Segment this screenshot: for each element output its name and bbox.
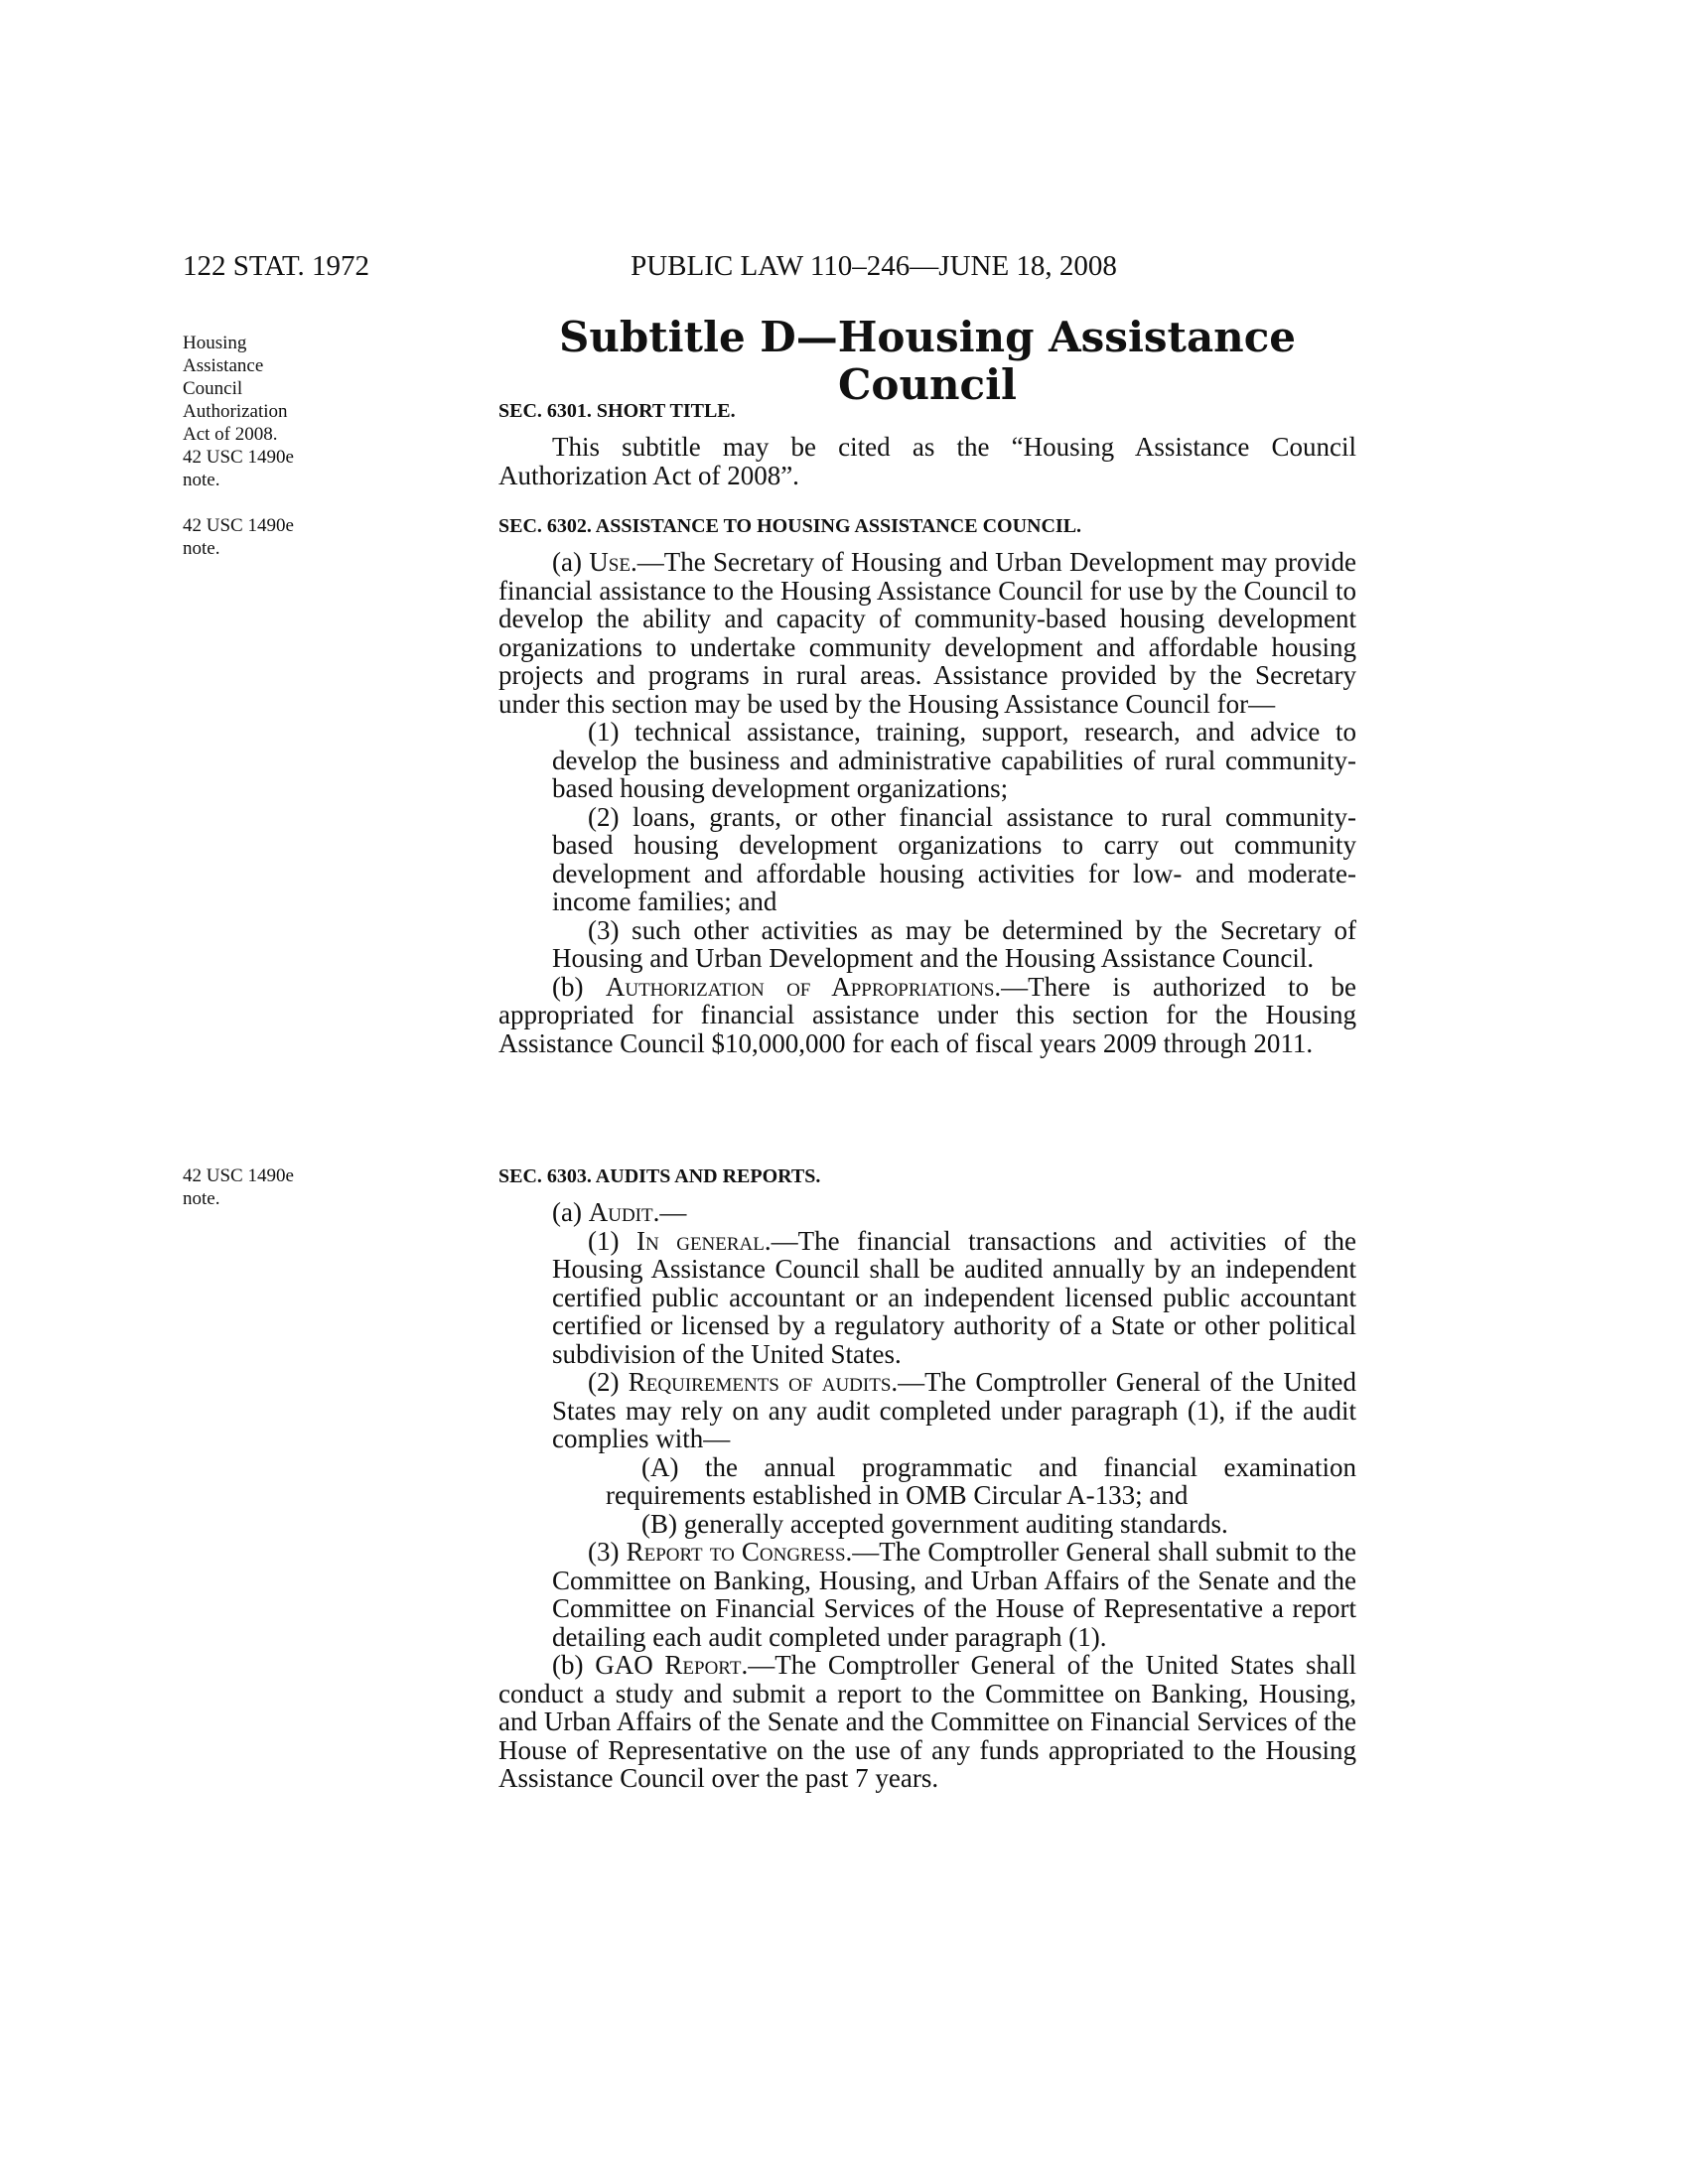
margin-note-sec-6302: 42 USC 1490e note. xyxy=(183,515,294,559)
section-6302-item-3: (3) such other activities as may be determined by the Secretary of Housing and Urban Development and the Housing Assistance Council. xyxy=(552,914,1356,973)
subtitle-heading: Subtitle D—Housing Assistance Council xyxy=(559,313,1296,409)
section-6301-text: This subtitle may be cited as the “Housing Assistance Council Authorization Act of 2008”. xyxy=(498,432,1356,490)
section-6303-subsection-b: (b) GAO Report.—The Comptroller General of the United States shall conduct a study and submit a report to the Committee on Banking, Housing, and Urban Affairs of the Senate and the Committee on Financial Services of the House of Representative on the use of any funds appropriated to the Housing Assistance Council over the past 7 years. xyxy=(498,1650,1356,1793)
section-6302-heading: SEC. 6302. ASSISTANCE TO HOUSING ASSISTANCE COUNCIL. xyxy=(498,515,1082,537)
section-6303-body xyxy=(498,1198,1356,1793)
section-6303-paragraph-3: (3) Report to Congress.—The Comptroller General shall submit to the Committee on Banking, Housing, and Urban Affairs of the Senate and the Committee on Financial Services of the House of Representative a report detailing each audit completed under paragraph (1). xyxy=(552,1537,1356,1652)
section-6302-subsection-a: (a) Use.—The Secretary of Housing and Urban Development may provide financial assistance to the Housing Assistance Council for use by the Council to develop the ability and capacity of community-based housing development organizations to undertake community development and affordable housing projects and programs in rural areas. Assistance provided by the Secretary under this section may be used by the Housing Assistance Council for— xyxy=(498,547,1356,719)
section-6302-subsection-b: (b) Authorization of Appropriations.—There is authorized to be appropriated for financial assistance under this section for the Housing Assistance Council $10,000,000 for each of fiscal years 2009 through 2011. xyxy=(498,971,1356,1058)
section-6303-paragraph-1: (1) In general.—The financial transactions and activities of the Housing Assistance Council shall be audited annually by an independent certified public accountant or an independent licensed public accountant certified or licensed by a regulatory authority of a State or other political subdivision of the United States. xyxy=(552,1225,1357,1369)
section-6301-heading: SEC. 6301. SHORT TITLE. xyxy=(498,400,736,422)
section-6302-item-1: (1) technical assistance, training, support, research, and advice to develop the business and administrative capabilities of rural community-based housing development organizations; xyxy=(552,717,1356,803)
section-6303-subparagraph-b: (B) generally accepted government auditing standards. xyxy=(641,1508,1228,1539)
public-law-citation: PUBLIC LAW 110–246—JUNE 18, 2008 xyxy=(631,250,1117,282)
section-6301-body xyxy=(498,433,1356,489)
section-6302-item-2: (2) loans, grants, or other financial assistance to rural community-based housing development organizations to carry out community development and affordable housing activities for low- and moderate-income families; and xyxy=(552,801,1356,916)
section-6303-subsection-a: (a) Audit.— xyxy=(552,1197,687,1227)
section-6303-heading: SEC. 6303. AUDITS AND REPORTS. xyxy=(498,1165,821,1187)
section-6303-subparagraph-a: (A) the annual programmatic and financial examination requirements established in OMB Circular A-133; and xyxy=(606,1451,1356,1510)
margin-note-sec-6303: 42 USC 1490e note. xyxy=(183,1165,294,1209)
running-head xyxy=(0,250,1688,290)
section-6303-paragraph-2: (2) Requirements of audits.—The Comptroller General of the United States may rely on any audit completed under paragraph (1), if the audit complies with— xyxy=(552,1367,1356,1453)
section-6302-body xyxy=(498,548,1356,1057)
margin-note-short-title: Housing Assistance Council Authorization Act of 2008. 42 USC 1490e note. xyxy=(183,333,294,490)
stat-page-number: 122 STAT. 1972 xyxy=(183,250,370,282)
